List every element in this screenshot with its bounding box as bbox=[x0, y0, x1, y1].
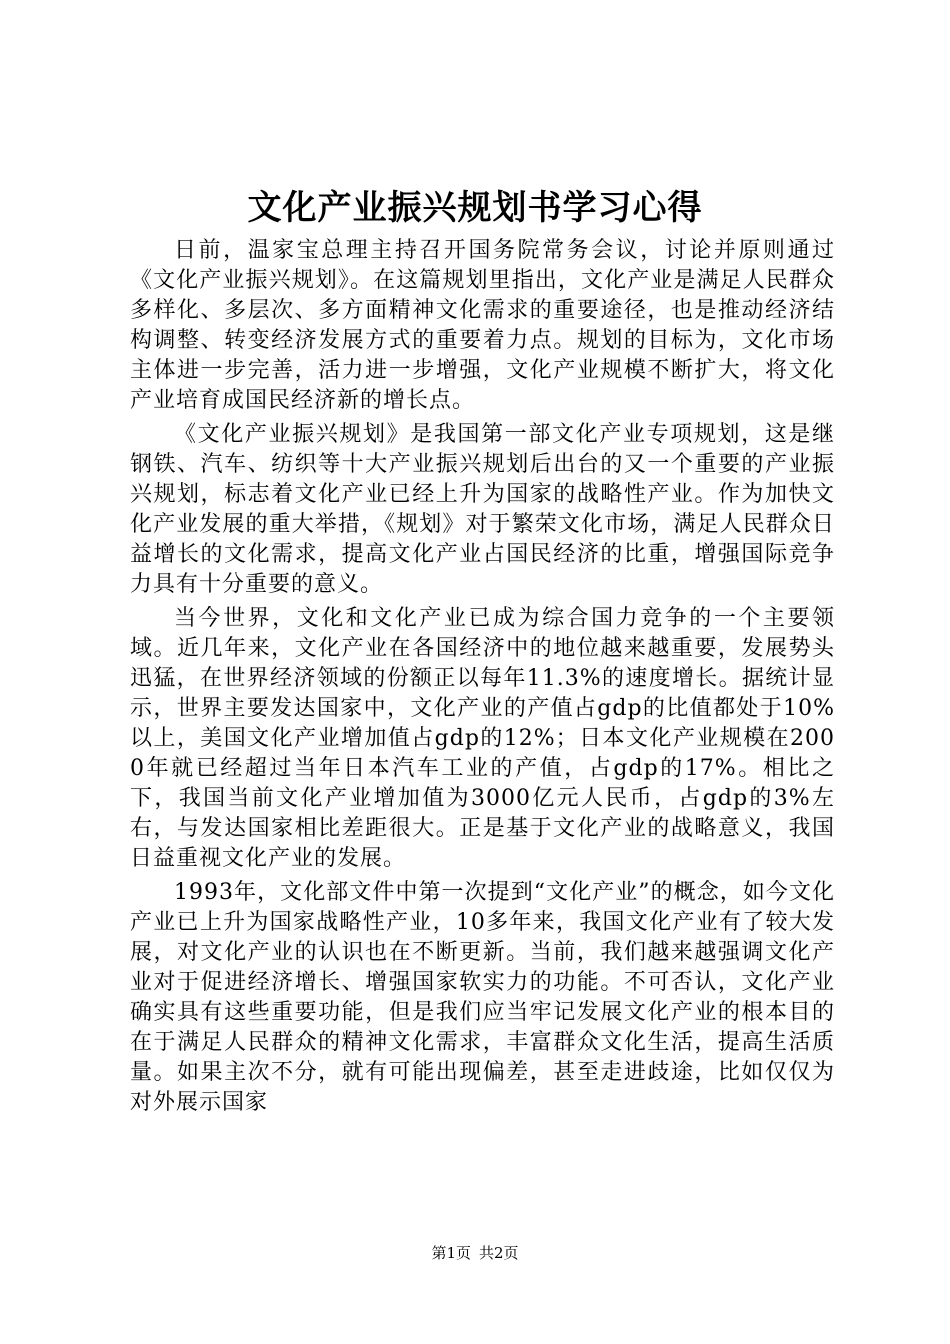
document-body bbox=[130, 236, 835, 1122]
paragraph: 日前，温家宝总理主持召开国务院常务会议，讨论并原则通过《文化产业振兴规划》。在这篇规划里指出，文化产业是满足人民群众多样化、多层次、多方面精神文化需求的重要途径，也是推动经济结构调整、转变经济发展方式的重要着力点。规划的目标为，文化市场主体进一步完善，活力进一步增强，文化产业规模不断扩大，将文化产业培育成国民经济新的增长点。 bbox=[130, 238, 835, 413]
page-total: 共2页 bbox=[479, 1244, 519, 1262]
paragraph: 《文化产业振兴规划》是我国第一部文化产业专项规划，这是继钢铁、汽车、纺织等十大产业振兴规划后出台的又一个重要的产业振兴规划，标志着文化产业已经上升为国家的战略性产业。作为加快文化产业发展的重大举措，《规划》对于繁荣文化市场，满足人民群众日益增长的文化需求，提高文化产业占国民经济的比重，增强国际竞争力具有十分重要的意义。 bbox=[130, 422, 835, 597]
document-title: 文化产业振兴规划书学习心得 bbox=[247, 188, 703, 228]
page-number: 第1页 bbox=[431, 1244, 471, 1262]
paragraph: 1993年，文化部文件中第一次提到“文化产业”的概念，如今文化产业已上升为国家战略性产业，10多年来，我国文化产业有了较大发展，对文化产业的认识也在不断更新。当前，我们越来越强调文化产业对于促进经济增长、增强国家软实力的功能。不可否认，文化产业确实具有这些重要功能，但是我们应当牢记发展文化产业的根本目的在于满足人民群众的精神文化需求，丰富群众文化生活，提高生活质量。如果主次不分，就有可能出现偏差，甚至走进歧途，比如仅仅为对外展示国家 bbox=[130, 880, 835, 1115]
paragraph: 当今世界，文化和文化产业已成为综合国力竞争的一个主要领域。近几年来，文化产业在各国经济中的地位越来越重要，发展势头迅猛，在世界经济领域的份额正以每年11.3%的速度增长。据统计显示，世界主要发达国家中，文化产业的产值占gdp的比值都处于10%以上，美国文化产业增加值占gdp的12%；日本文化产业规模在2000年就已经超过当年日本汽车工业的产值，占gdp的17%。相比之下，我国当前文化产业增加值为3000亿元人民币，占gdp的3%左右，与发达国家相比差距很大。正是基于文化产业的战略意义，我国日益重视文化产业的发展。 bbox=[130, 606, 835, 871]
page-footer bbox=[0, 1243, 950, 1263]
